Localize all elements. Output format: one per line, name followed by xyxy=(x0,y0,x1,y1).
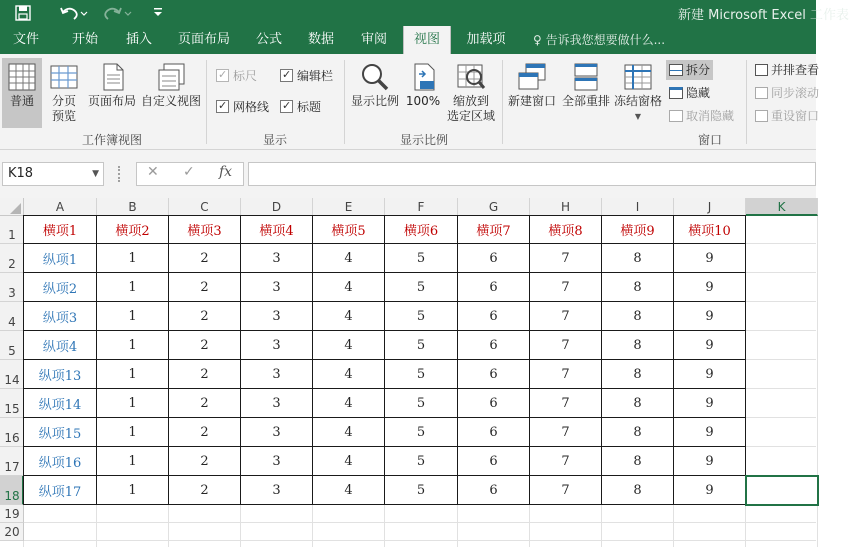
group-label-zoom: 显示比例 xyxy=(399,133,448,147)
data-cell[interactable]: 5 xyxy=(385,331,458,360)
data-cell[interactable]: 9 xyxy=(674,447,746,476)
data-cell[interactable]: 2 xyxy=(169,418,241,447)
data-cell[interactable]: 7 xyxy=(530,360,602,389)
data-cell[interactable]: 6 xyxy=(458,476,530,505)
data-cell[interactable]: 9 xyxy=(674,476,746,505)
data-cell[interactable]: 9 xyxy=(674,273,746,302)
data-cell[interactable]: 2 xyxy=(169,476,241,505)
data-cell[interactable]: 3 xyxy=(241,476,313,505)
customize-icon[interactable] xyxy=(150,3,166,23)
group-label-window: 窗口 xyxy=(697,133,722,147)
sync-scroll-icon xyxy=(755,87,768,99)
name-box[interactable]: K18 ▼ xyxy=(2,162,104,186)
normal-view-button[interactable]: 普通 xyxy=(2,58,42,128)
data-cell[interactable]: 9 xyxy=(674,331,746,360)
data-cell[interactable]: 6 xyxy=(458,244,530,273)
data-cell[interactable]: 2 xyxy=(169,389,241,418)
data-cell[interactable]: 1 xyxy=(97,360,169,389)
column-header[interactable]: C xyxy=(169,198,241,216)
tab-addins[interactable]: 加载项 xyxy=(466,32,506,47)
gridline xyxy=(24,540,816,541)
select-all-corner[interactable] xyxy=(0,198,24,216)
arrange-all-icon xyxy=(571,62,601,92)
checkbox-icon xyxy=(280,69,293,82)
row-header[interactable]: 20 xyxy=(0,523,24,541)
unhide-button[interactable]: 取消隐藏 xyxy=(666,106,737,126)
data-cell[interactable]: 8 xyxy=(602,447,674,476)
data-cell[interactable]: 6 xyxy=(458,418,530,447)
data-cell[interactable]: 2 xyxy=(169,360,241,389)
zoom-to-selection-button[interactable]: 缩放到 选定区域 xyxy=(444,58,498,128)
ribbon-view xyxy=(0,54,820,150)
reset-position-icon xyxy=(755,110,768,122)
gridline xyxy=(24,522,816,523)
tab-insert[interactable]: 插入 xyxy=(125,32,152,47)
row-header[interactable]: 4 xyxy=(0,302,24,331)
header-cell[interactable]: 横项8 xyxy=(530,216,602,244)
data-cell[interactable]: 4 xyxy=(313,302,385,331)
tab-data[interactable]: 数据 xyxy=(307,32,334,47)
header-cell[interactable]: 横项3 xyxy=(169,216,241,244)
tab-review[interactable]: 审阅 xyxy=(360,32,387,47)
data-cell[interactable]: 3 xyxy=(241,389,313,418)
checkbox-icon xyxy=(216,69,229,82)
page-break-preview-button[interactable]: 分页 预览 xyxy=(46,58,82,128)
page-break-icon xyxy=(49,62,79,92)
tell-me-search[interactable]: ♀ 告诉我您想要做什么... xyxy=(533,33,666,47)
separator xyxy=(746,60,747,144)
unhide-icon xyxy=(669,110,683,122)
header-cell[interactable]: 横项4 xyxy=(241,216,313,244)
data-cell[interactable]: 6 xyxy=(458,447,530,476)
data-cell[interactable]: 7 xyxy=(530,389,602,418)
checkbox-icon xyxy=(216,100,229,113)
data-cell[interactable]: 8 xyxy=(602,418,674,447)
split-icon xyxy=(669,64,683,76)
data-cell[interactable]: 4 xyxy=(313,389,385,418)
row-label-cell[interactable]: 纵项3 xyxy=(24,302,97,331)
row-header[interactable]: 14 xyxy=(0,360,24,389)
data-cell[interactable]: 1 xyxy=(97,302,169,331)
data-cell[interactable]: 2 xyxy=(169,273,241,302)
group-label-show: 显示 xyxy=(262,133,287,147)
row-label-cell[interactable]: 纵项13 xyxy=(24,360,97,389)
chevron-down-icon: ▼ xyxy=(634,112,642,121)
split-button[interactable]: 拆分 xyxy=(666,60,713,80)
insert-function-icon[interactable]: fx xyxy=(219,164,233,180)
data-cell[interactable]: 3 xyxy=(241,447,313,476)
formula-bar-checkbox[interactable]: ✓ 编辑栏 xyxy=(280,68,333,84)
column-header[interactable]: G xyxy=(458,198,530,216)
sync-scroll-button[interactable]: 同步滚动 xyxy=(752,83,822,103)
reset-window-position-button[interactable]: 重设窗口 xyxy=(752,106,822,126)
row-header[interactable]: 16 xyxy=(0,418,24,447)
row-label-cell[interactable]: 纵项14 xyxy=(24,389,97,418)
data-cell[interactable]: 7 xyxy=(530,273,602,302)
data-cell[interactable]: 2 xyxy=(169,302,241,331)
data-cell[interactable]: 5 xyxy=(385,360,458,389)
data-cell[interactable]: 9 xyxy=(674,244,746,273)
row-label-cell[interactable]: 纵项4 xyxy=(24,331,97,360)
data-cell[interactable]: 1 xyxy=(97,331,169,360)
row-header[interactable]: 18 xyxy=(0,476,24,505)
data-cell[interactable]: 9 xyxy=(674,302,746,331)
formula-input[interactable] xyxy=(248,162,816,186)
header-cell[interactable]: 横项10 xyxy=(674,216,746,244)
data-cell[interactable]: 4 xyxy=(313,418,385,447)
data-cell[interactable]: 5 xyxy=(385,476,458,505)
tab-home[interactable]: 开始 xyxy=(71,32,98,47)
data-cell[interactable]: 9 xyxy=(674,389,746,418)
zoom-selection-icon xyxy=(456,62,486,92)
data-cell[interactable]: 5 xyxy=(385,418,458,447)
column-header[interactable]: B xyxy=(97,198,169,216)
header-cell[interactable]: 横项1 xyxy=(24,216,97,244)
separator xyxy=(206,60,207,144)
data-cell[interactable]: 7 xyxy=(530,302,602,331)
gridlines-checkbox[interactable]: ✓网格线 xyxy=(216,99,269,115)
header-cell[interactable]: 横项9 xyxy=(602,216,674,244)
side-by-side-button[interactable]: 并排查看 xyxy=(752,60,822,80)
header-cell[interactable]: 横项6 xyxy=(385,216,458,244)
side-by-side-icon xyxy=(755,64,768,76)
data-cell[interactable]: 7 xyxy=(530,447,602,476)
cancel-icon[interactable]: ✕ xyxy=(147,164,159,180)
zoom-100-button[interactable]: 100% xyxy=(404,58,442,128)
worksheet-grid[interactable] xyxy=(0,198,816,547)
data-cell[interactable]: 5 xyxy=(385,273,458,302)
row-header[interactable]: 5 xyxy=(0,331,24,360)
data-cell[interactable]: 4 xyxy=(313,273,385,302)
data-cell[interactable]: 3 xyxy=(241,302,313,331)
chevron-down-icon[interactable]: ▼ xyxy=(92,169,99,179)
data-cell[interactable]: 1 xyxy=(97,389,169,418)
data-cell[interactable]: 3 xyxy=(241,331,313,360)
data-cell[interactable]: 3 xyxy=(241,273,313,302)
ribbon-tabs xyxy=(0,26,816,54)
data-cell[interactable]: 1 xyxy=(97,476,169,505)
zoom-100-icon xyxy=(408,62,438,92)
data-cell[interactable]: 7 xyxy=(530,244,602,273)
column-header[interactable]: H xyxy=(530,198,602,216)
normal-view-icon xyxy=(7,62,37,92)
data-cell[interactable]: 1 xyxy=(97,273,169,302)
row-label-cell[interactable]: 纵项17 xyxy=(24,476,97,505)
arrange-all-button[interactable]: 全部重排 xyxy=(560,58,612,128)
save-icon[interactable] xyxy=(12,3,34,23)
data-cell[interactable]: 2 xyxy=(169,244,241,273)
data-cell[interactable]: 6 xyxy=(458,331,530,360)
tab-view[interactable]: 视图 xyxy=(403,26,451,54)
custom-views-button[interactable]: 自定义视图 xyxy=(140,58,202,128)
header-cell[interactable]: 横项2 xyxy=(97,216,169,244)
data-cell[interactable]: 3 xyxy=(241,360,313,389)
data-cell[interactable]: 3 xyxy=(241,418,313,447)
row-header[interactable]: 2 xyxy=(0,244,24,273)
title-bar xyxy=(0,0,849,26)
page-layout-button[interactable]: 页面布局 xyxy=(86,58,138,128)
drag-handle-icon[interactable] xyxy=(118,166,121,182)
separator xyxy=(502,60,503,144)
data-cell[interactable]: 6 xyxy=(458,273,530,302)
freeze-panes-icon xyxy=(623,62,653,92)
checkbox-icon xyxy=(280,100,293,113)
data-cell[interactable]: 6 xyxy=(458,302,530,331)
column-header[interactable]: I xyxy=(602,198,674,216)
data-cell[interactable]: 5 xyxy=(385,447,458,476)
data-cell[interactable]: 4 xyxy=(313,244,385,273)
undo-icon[interactable] xyxy=(56,3,92,23)
window-title: 新建 Microsoft Excel 工作表 xyxy=(678,8,849,23)
data-cell[interactable]: 9 xyxy=(674,418,746,447)
hide-button[interactable]: 隐藏 xyxy=(666,83,713,103)
new-window-button[interactable]: 新建窗口 xyxy=(506,58,558,128)
tab-formulas[interactable]: 公式 xyxy=(255,32,282,47)
column-header[interactable]: F xyxy=(385,198,458,216)
separator xyxy=(344,60,345,144)
data-cell[interactable]: 8 xyxy=(602,476,674,505)
data-cell[interactable]: 1 xyxy=(97,244,169,273)
formula-buttons xyxy=(136,162,244,186)
new-window-icon xyxy=(517,62,547,92)
row-label-cell[interactable]: 纵项1 xyxy=(24,244,97,273)
row-header[interactable]: 3 xyxy=(0,273,24,302)
data-cell[interactable]: 8 xyxy=(602,360,674,389)
column-header[interactable]: J xyxy=(674,198,746,216)
headings-checkbox[interactable]: ✓ 标题 xyxy=(280,99,321,115)
data-cell[interactable]: 6 xyxy=(458,389,530,418)
data-cell[interactable]: 8 xyxy=(602,331,674,360)
data-cell[interactable]: 4 xyxy=(313,360,385,389)
header-cell[interactable]: 横项7 xyxy=(458,216,530,244)
page-layout-icon xyxy=(97,62,127,92)
data-cell[interactable]: 4 xyxy=(313,447,385,476)
row-label-cell[interactable]: 纵项16 xyxy=(24,447,97,476)
custom-views-icon xyxy=(156,62,186,92)
data-cell[interactable]: 7 xyxy=(530,476,602,505)
data-cell[interactable]: 2 xyxy=(169,447,241,476)
tab-file[interactable]: 文件 xyxy=(12,32,39,47)
data-cell[interactable]: 1 xyxy=(97,418,169,447)
redo-icon[interactable] xyxy=(100,3,136,23)
row-label-cell[interactable]: 纵项15 xyxy=(24,418,97,447)
data-cell[interactable]: 9 xyxy=(674,360,746,389)
data-cell[interactable]: 8 xyxy=(602,244,674,273)
data-cell[interactable]: 8 xyxy=(602,389,674,418)
enter-icon[interactable]: ✓ xyxy=(183,164,195,180)
data-cell[interactable]: 5 xyxy=(385,244,458,273)
group-label-workbook-views: 工作簿视图 xyxy=(81,133,142,147)
column-header[interactable]: E xyxy=(313,198,385,216)
data-cell[interactable]: 5 xyxy=(385,389,458,418)
row-label-cell[interactable]: 纵项2 xyxy=(24,273,97,302)
column-header[interactable]: A xyxy=(24,198,97,216)
data-cell[interactable]: 3 xyxy=(241,244,313,273)
row-header[interactable]: 17 xyxy=(0,447,24,476)
hide-icon xyxy=(669,87,683,99)
header-cell[interactable]: 横项5 xyxy=(313,216,385,244)
data-cell[interactable]: 6 xyxy=(458,360,530,389)
row-header[interactable]: 15 xyxy=(0,389,24,418)
formula-bar xyxy=(0,150,816,198)
tab-page-layout[interactable]: 页面布局 xyxy=(177,32,230,47)
magnifier-icon xyxy=(360,62,390,92)
data-cell[interactable]: 8 xyxy=(602,273,674,302)
data-cell[interactable]: 5 xyxy=(385,302,458,331)
data-cell[interactable]: 1 xyxy=(97,447,169,476)
row-header[interactable]: 19 xyxy=(0,505,24,523)
data-cell[interactable]: 4 xyxy=(313,476,385,505)
data-cell[interactable]: 8 xyxy=(602,302,674,331)
ruler-checkbox[interactable]: ✓标尺 xyxy=(216,68,257,84)
data-cell[interactable]: 7 xyxy=(530,331,602,360)
row-header[interactable]: 1 xyxy=(0,216,24,244)
zoom-button[interactable]: 显示比例 xyxy=(350,58,400,128)
data-cell[interactable]: 7 xyxy=(530,418,602,447)
data-cell[interactable]: 2 xyxy=(169,331,241,360)
selected-cell[interactable] xyxy=(745,475,819,506)
column-header[interactable]: K xyxy=(746,198,818,216)
column-header[interactable]: D xyxy=(241,198,313,216)
data-cell[interactable]: 4 xyxy=(313,331,385,360)
freeze-panes-button[interactable]: 冻结窗格 ▼ xyxy=(614,58,662,128)
